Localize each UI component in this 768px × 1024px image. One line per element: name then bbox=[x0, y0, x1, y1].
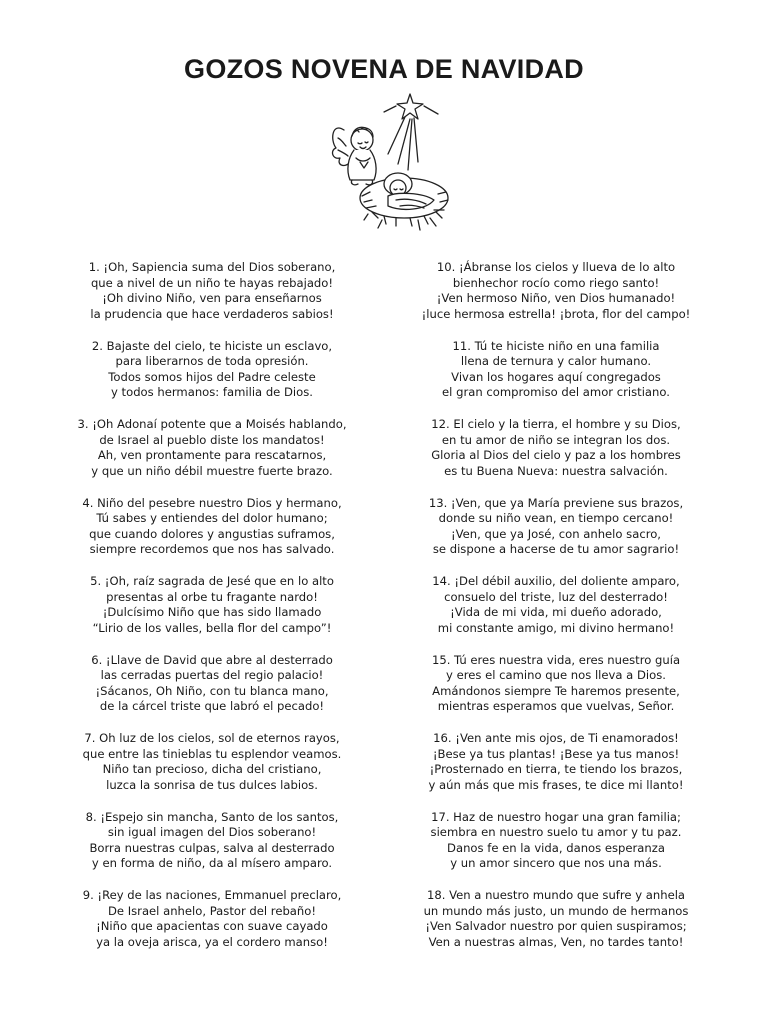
stanza-16 bbox=[406, 731, 706, 810]
verse-line: ¡Bese ya tus plantas! ¡Bese ya tus manos! bbox=[432, 746, 680, 761]
verse-line: Borra nuestras culpas, salva al desterrado bbox=[89, 840, 335, 855]
verse-line: ¡Niño que apacientas con suave cayado bbox=[96, 919, 328, 934]
verse-line: de la cárcel triste que labró el pecado! bbox=[99, 699, 325, 714]
verse-line: llena de ternura y calor humano. bbox=[460, 354, 652, 369]
verse-line: la prudencia que hace verdaderos sabios! bbox=[90, 306, 334, 321]
stanza-17 bbox=[406, 810, 706, 889]
verse-line: 2. Bajaste del cielo, te hiciste un esclavo, bbox=[91, 338, 333, 353]
verse-line: ¡Ven, que ya José, con anhelo sacro, bbox=[450, 526, 661, 541]
verse-line: que cuando dolores y angustias suframos, bbox=[89, 526, 335, 541]
verse-line: ¡Ven hermoso Niño, ven Dios humanado! bbox=[436, 291, 676, 306]
verse-line: 8. ¡Espejo sin mancha, Santo de los santos, bbox=[85, 809, 339, 824]
verse-line: 16. ¡Ven ante mis ojos, de Ti enamorados! bbox=[433, 731, 679, 745]
verse-line: luzca la sonrisa de tus dulces labios. bbox=[106, 777, 318, 792]
verse-line: y todos hermanos: familia de Dios. bbox=[111, 385, 313, 400]
verse-line: ¡Dulcísimo Niño que has sido llamado bbox=[102, 605, 322, 620]
stanza-2 bbox=[62, 339, 362, 418]
stanza-18 bbox=[406, 888, 706, 967]
verse-line: Ven a nuestras almas, Ven, no tardes tanto! bbox=[428, 934, 684, 949]
verse-line: 9. ¡Rey de las naciones, Emmanuel preclaro, bbox=[82, 888, 342, 902]
verse-line: sin igual imagen del Dios soberano! bbox=[107, 825, 317, 840]
verse-line: Gloria al Dios del cielo y paz a los hombres bbox=[431, 448, 681, 463]
verse-line: de Israel al pueblo diste los mandatos! bbox=[99, 432, 325, 447]
stanza-13 bbox=[406, 496, 706, 575]
verse-line: el gran compromiso del amor cristiano. bbox=[442, 385, 670, 400]
verse-line: 17. Haz de nuestro hogar una gran familia; bbox=[431, 809, 681, 824]
nativity-angel-baby-star-icon bbox=[326, 92, 452, 234]
verse-line: en tu amor de niño se integran los dos. bbox=[441, 432, 671, 447]
stanza-11 bbox=[406, 339, 706, 418]
verse-line: ¡Ven Salvador nuestro por quien suspiramos; bbox=[425, 919, 687, 934]
verse-line: siembra en nuestro suelo tu amor y tu paz. bbox=[430, 825, 682, 840]
verse-line: Tú sabes y entiendes del dolor humano; bbox=[96, 511, 328, 526]
verse-line: es tu Buena Nueva: nuestra salvación. bbox=[444, 463, 668, 478]
verse-line: De Israel anhelo, Pastor del rebaño! bbox=[107, 903, 317, 918]
verse-line: y aún más que mis frases, te dice mi llanto! bbox=[428, 777, 684, 792]
verse-line: y un amor sincero que nos una más. bbox=[450, 856, 662, 871]
verse-line: Todos somos hijos del Padre celeste bbox=[108, 369, 316, 384]
verse-line: 5. ¡Oh, raíz sagrada de Jesé que en lo alto bbox=[90, 574, 334, 588]
star-icon bbox=[384, 94, 438, 170]
stanza-3 bbox=[62, 417, 362, 496]
right-column-stanzas bbox=[406, 260, 706, 967]
verse-line: y que un niño débil muestre fuerte brazo. bbox=[91, 463, 333, 478]
baby-in-manger-icon bbox=[360, 173, 448, 230]
verse-line: Danos fe en la vida, danos esperanza bbox=[447, 840, 665, 855]
stanza-1 bbox=[62, 260, 362, 339]
verse-line: 14. ¡Del débil auxilio, del doliente amparo, bbox=[432, 574, 680, 588]
verse-line: Vivan los hogares aquí congregados bbox=[451, 369, 661, 384]
verse-line: Ah, ven prontamente para rescatarnos, bbox=[97, 448, 327, 463]
verse-line: ya la oveja arisca, ya el cordero manso! bbox=[96, 934, 328, 949]
verse-line: 12. El cielo y la tierra, el hombre y su Dios, bbox=[431, 417, 681, 431]
verse-line: mientras esperamos que vuelvas, Señor. bbox=[437, 699, 675, 714]
verse-line: Niño tan precioso, dicha del cristiano, bbox=[102, 762, 322, 777]
verse-line: Amándonos siempre Te haremos presente, bbox=[432, 683, 680, 698]
stanza-9 bbox=[62, 888, 362, 967]
verse-line: 4. Niño del pesebre nuestro Dios y hermano, bbox=[82, 495, 342, 510]
verse-line: donde su niño vean, en tiempo cercano! bbox=[438, 511, 674, 526]
stanza-4 bbox=[62, 496, 362, 575]
stanza-5 bbox=[62, 574, 362, 653]
verse-line: que a nivel de un niño te hayas rebajado! bbox=[90, 275, 334, 290]
verse-line: ¡Prosternado en tierra, te tiendo los brazos, bbox=[429, 762, 683, 777]
angel-icon bbox=[333, 127, 377, 185]
verse-line: 11. Tú te hiciste niño en una familia bbox=[452, 338, 660, 353]
verse-line: las cerradas puertas del regio palacio! bbox=[100, 668, 324, 683]
verse-line: ¡Vida de mi vida, mi dueño adorado, bbox=[450, 605, 662, 620]
stanza-8 bbox=[62, 810, 362, 889]
verse-line: ¡luce hermosa estrella! ¡brota, flor del campo! bbox=[421, 306, 691, 321]
verse-line: bienhechor rocío como riego santo! bbox=[452, 275, 660, 290]
stanza-14 bbox=[406, 574, 706, 653]
verse-line: consuelo del triste, luz del desterrado! bbox=[444, 589, 668, 604]
stanza-6 bbox=[62, 653, 362, 732]
stanza-7 bbox=[62, 731, 362, 810]
stanza-15 bbox=[406, 653, 706, 732]
verse-line: 15. Tú eres nuestra vida, eres nuestro guía bbox=[431, 652, 681, 667]
verse-line: se dispone a hacerse de tu amor sagrario! bbox=[432, 542, 680, 557]
verse-line: mi constante amigo, mi divino hermano! bbox=[437, 620, 675, 635]
page-title: GOZOS NOVENA DE NAVIDAD bbox=[184, 54, 584, 84]
nativity-illustration bbox=[326, 92, 452, 234]
verse-line: ¡Sácanos, Oh Niño, con tu blanca mano, bbox=[95, 683, 329, 698]
verse-line: para liberarnos de toda opresión. bbox=[115, 354, 309, 369]
left-column-stanzas bbox=[62, 260, 362, 967]
verse-line: que entre las tinieblas tu esplendor veamos. bbox=[82, 746, 342, 761]
verse-line: 3. ¡Oh Adonaí potente que a Moisés hablando, bbox=[77, 417, 347, 431]
verse-line: siempre recordemos que nos has salvado. bbox=[89, 542, 335, 557]
verse-line: 7. Oh luz de los cielos, sol de eternos rayos, bbox=[84, 731, 340, 745]
stanza-10 bbox=[406, 260, 706, 339]
verse-line: 18. Ven a nuestro mundo que sufre y anhela bbox=[426, 888, 686, 902]
verse-line: ¡Oh divino Niño, ven para enseñarnos bbox=[102, 291, 322, 306]
verse-line: 13. ¡Ven, que ya María previene sus brazos, bbox=[428, 495, 684, 510]
verse-line: presentas al orbe tu fragante nardo! bbox=[106, 589, 318, 604]
stanza-12 bbox=[406, 417, 706, 496]
verse-line: 6. ¡Llave de David que abre al desterrado bbox=[91, 652, 333, 667]
verse-line: un mundo más justo, un mundo de hermanos bbox=[423, 903, 689, 918]
verse-line: y eres el camino que nos lleva a Dios. bbox=[446, 668, 666, 683]
verse-line: 1. ¡Oh, Sapiencia suma del Dios soberano, bbox=[88, 260, 336, 274]
verse-line: y en forma de niño, da al mísero amparo. bbox=[91, 856, 333, 871]
verse-line: “Lirio de los valles, bella flor del campo”! bbox=[92, 620, 332, 635]
verse-line: 10. ¡Ábranse los cielos y llueva de lo alto bbox=[436, 260, 676, 274]
